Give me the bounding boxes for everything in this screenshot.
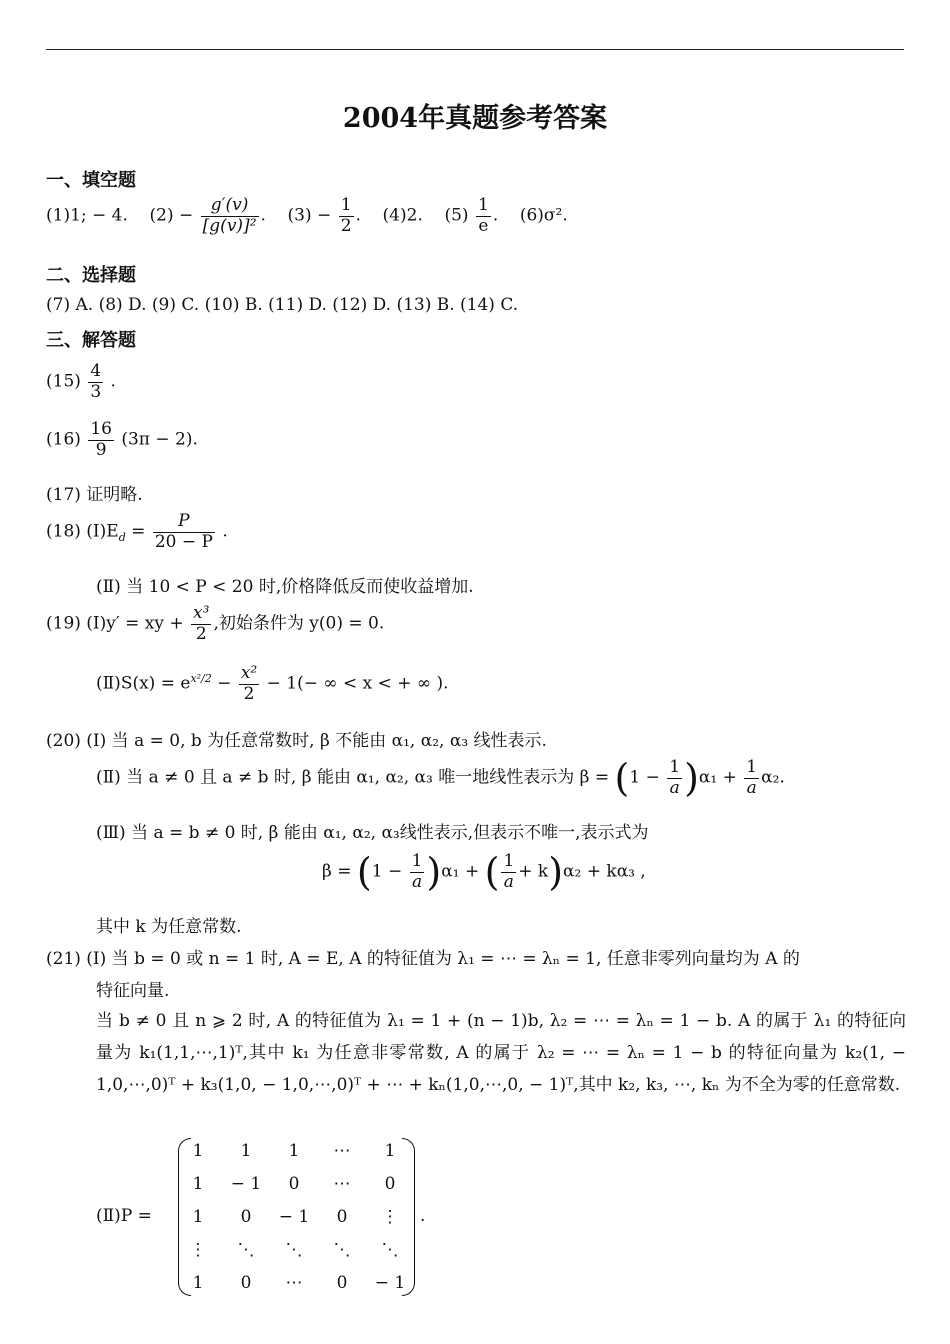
fill-q5-label: (5) — [444, 205, 469, 226]
matrix-cell: 1 — [192, 1140, 204, 1161]
q19-frac1: $\frac{\text{x³}}{2}$ — [193, 603, 210, 644]
q21-part1-cont: 特征向量. — [96, 981, 170, 1001]
q20-part3: (Ⅲ) 当 a = b ≠ 0 时, β 能由 α₁, α₂, α₃线性表示,但表示不唯一,表示式为 — [96, 823, 649, 843]
q21-part1-detail: 当 b ≠ 0 且 n ⩾ 2 时, A 的特征值为 λ₁ = 1 + (n − 1)b, λ₂ = ⋯ = λₙ = 1 − b. A 的属于 λ₁ 的特征向量为 k₁(1,1,⋯,1)ᵀ,其中 k₁ 为任意非零常数, A 的属于 λ₂ = ⋯ = λₙ = 1 − b 的特征向量为 k₂(1, − 1,0,⋯,0)ᵀ + k₃(1,0, − 1,0,⋯,0)ᵀ + ⋯ + kₙ(1,0,⋯,0, − 1)ᵀ,其中 k₂, k₃, ⋯, kₙ 为不全为零的任意常数. — [96, 1011, 906, 1095]
matrix-cell: ⋱ — [381, 1239, 399, 1260]
matrix-cell: ⋮ — [189, 1239, 207, 1260]
matrix-cell: 0 — [336, 1206, 348, 1227]
fill-q5-frac: $\frac{1}{e}$ — [477, 195, 489, 236]
q21-part1: (21) (Ⅰ) 当 b = 0 或 n = 1 时, A = E, A 的特征值为 λ₁ = ⋯ = λₙ = 1, 任意非零列向量均为 A 的 — [46, 949, 800, 969]
q20-frac4: $\frac{1}{a}$ — [503, 851, 515, 892]
matrix-cell: 1 — [288, 1140, 300, 1161]
matrix-row — [174, 1167, 414, 1200]
fill-q3-label: (3) − — [287, 205, 332, 226]
q19-part2: (Ⅱ)S(x) = $e^{x^2/2}$ − $\frac{\text{x²}}{2}$ − 1(− ∞ < x < + ∞ ). — [96, 663, 449, 704]
section-choice: 二、选择题 — [46, 265, 136, 286]
matrix-cell: 1 — [192, 1272, 204, 1293]
choice-answers: (7) A. (8) D. (9) C. (10) B. (11) D. (12) D. (13) B. (14) C. — [46, 295, 519, 315]
matrix-cell: ⋯ — [333, 1173, 351, 1194]
matrix-cell: 0 — [240, 1206, 252, 1227]
q15-frac: $\frac{4}{3}$ — [90, 361, 102, 402]
q20-part1: (20) (Ⅰ) 当 a = 0, b 为任意常数时, β 不能由 α₁, α₂, α₃ 线性表示. — [46, 731, 547, 751]
matrix-row — [174, 1134, 414, 1167]
q20-equation: β = (1 − $\frac{1}{a}$ )α₁ + ( $\frac{1}{a}$ + k)α₂ + kα₃ , — [322, 850, 646, 895]
matrix-cell: 0 — [240, 1272, 252, 1293]
q18-frac: $\frac{P}{20 - P}$ — [154, 511, 213, 552]
matrix-P — [174, 1134, 414, 1299]
fill-q3-frac: $\frac{1}{2}$ — [340, 195, 352, 236]
fill-q1: (1)1; − 4. — [46, 205, 128, 226]
q20-part2: (Ⅱ) 当 a ≠ 0 且 a ≠ b 时, β 能由 α₁, α₂, α₃ 唯一地线性表示为 β = (1 − $\frac{1}{a}$ )α₁ + $\frac{1}{a}$ α₂. — [96, 756, 785, 801]
section-fill-blank: 一、填空题 — [46, 170, 136, 191]
matrix-cell: 1 — [384, 1140, 396, 1161]
q17: (17) 证明略. — [46, 485, 143, 505]
fill-q4: (4)2. — [382, 205, 423, 226]
q15: (15) $\frac{4}{3}$ . — [46, 361, 116, 402]
matrix-row — [174, 1200, 414, 1233]
fill-answers: (1)1; − 4. (2) − $\frac{g'(v)}{\text{[g(v)]²}}$ . (3) − $\frac{1}{2}$ . (4)2. (5) $\frac{1}{e}$ . (6)σ². — [46, 195, 568, 236]
fill-q2-frac: $\frac{g'(v)}{\text{[g(v)]²}}$ — [202, 195, 257, 236]
q19-frac2: $\frac{\text{x²}}{2}$ — [240, 663, 258, 704]
matrix-cell: ⋯ — [333, 1140, 351, 1161]
matrix-cell: − 1 — [230, 1173, 262, 1194]
q19-part1: (19) (Ⅰ)y′ = xy + $\frac{\text{x³}}{2}$ ,初始条件为 y(0) = 0. — [46, 603, 385, 644]
header-rule — [46, 49, 904, 50]
matrix-cell: 0 — [384, 1173, 396, 1194]
matrix-cell: − 1 — [374, 1272, 406, 1293]
matrix-cell: − 1 — [278, 1206, 310, 1227]
matrix-cell: ⋮ — [381, 1206, 399, 1227]
matrix-row — [174, 1233, 414, 1266]
fill-q2-label: (2) − — [149, 205, 194, 226]
section-solutions: 三、解答题 — [46, 330, 136, 351]
matrix-cell: ⋱ — [333, 1239, 351, 1260]
q20-frac1: $\frac{1}{a}$ — [669, 757, 681, 798]
q20-part4: 其中 k 为任意常数. — [96, 917, 242, 937]
fill-q6: (6)σ². — [519, 205, 568, 226]
q21-part2-end: . — [420, 1206, 426, 1226]
matrix-cell: ⋯ — [285, 1272, 303, 1293]
page-title: 2004年真题参考答案 — [342, 103, 608, 134]
q18-part1: (18) $(Ⅰ)E_d$ = $\frac{P}{20 - P}$ . — [46, 511, 228, 552]
q20-frac2: $\frac{1}{a}$ — [746, 757, 758, 798]
matrix-cell: 1 — [240, 1140, 252, 1161]
matrix-cell: ⋱ — [237, 1239, 255, 1260]
matrix-row — [174, 1266, 414, 1299]
q16: (16) $\frac{16}{9}$ (3π − 2). — [46, 419, 198, 460]
q20-frac3: $\frac{1}{a}$ — [411, 851, 423, 892]
matrix-cell: 1 — [192, 1173, 204, 1194]
matrix-cell: 1 — [192, 1206, 204, 1227]
matrix-cell: ⋱ — [285, 1239, 303, 1260]
q18-part2: (Ⅱ) 当 10 < P < 20 时,价格降低反而使收益增加. — [96, 577, 474, 597]
q16-frac: $\frac{16}{9}$ — [90, 419, 112, 460]
matrix-cell: 0 — [336, 1272, 348, 1293]
q21-part2-label: (Ⅱ)P = — [96, 1206, 152, 1226]
matrix-cell: 0 — [288, 1173, 300, 1194]
